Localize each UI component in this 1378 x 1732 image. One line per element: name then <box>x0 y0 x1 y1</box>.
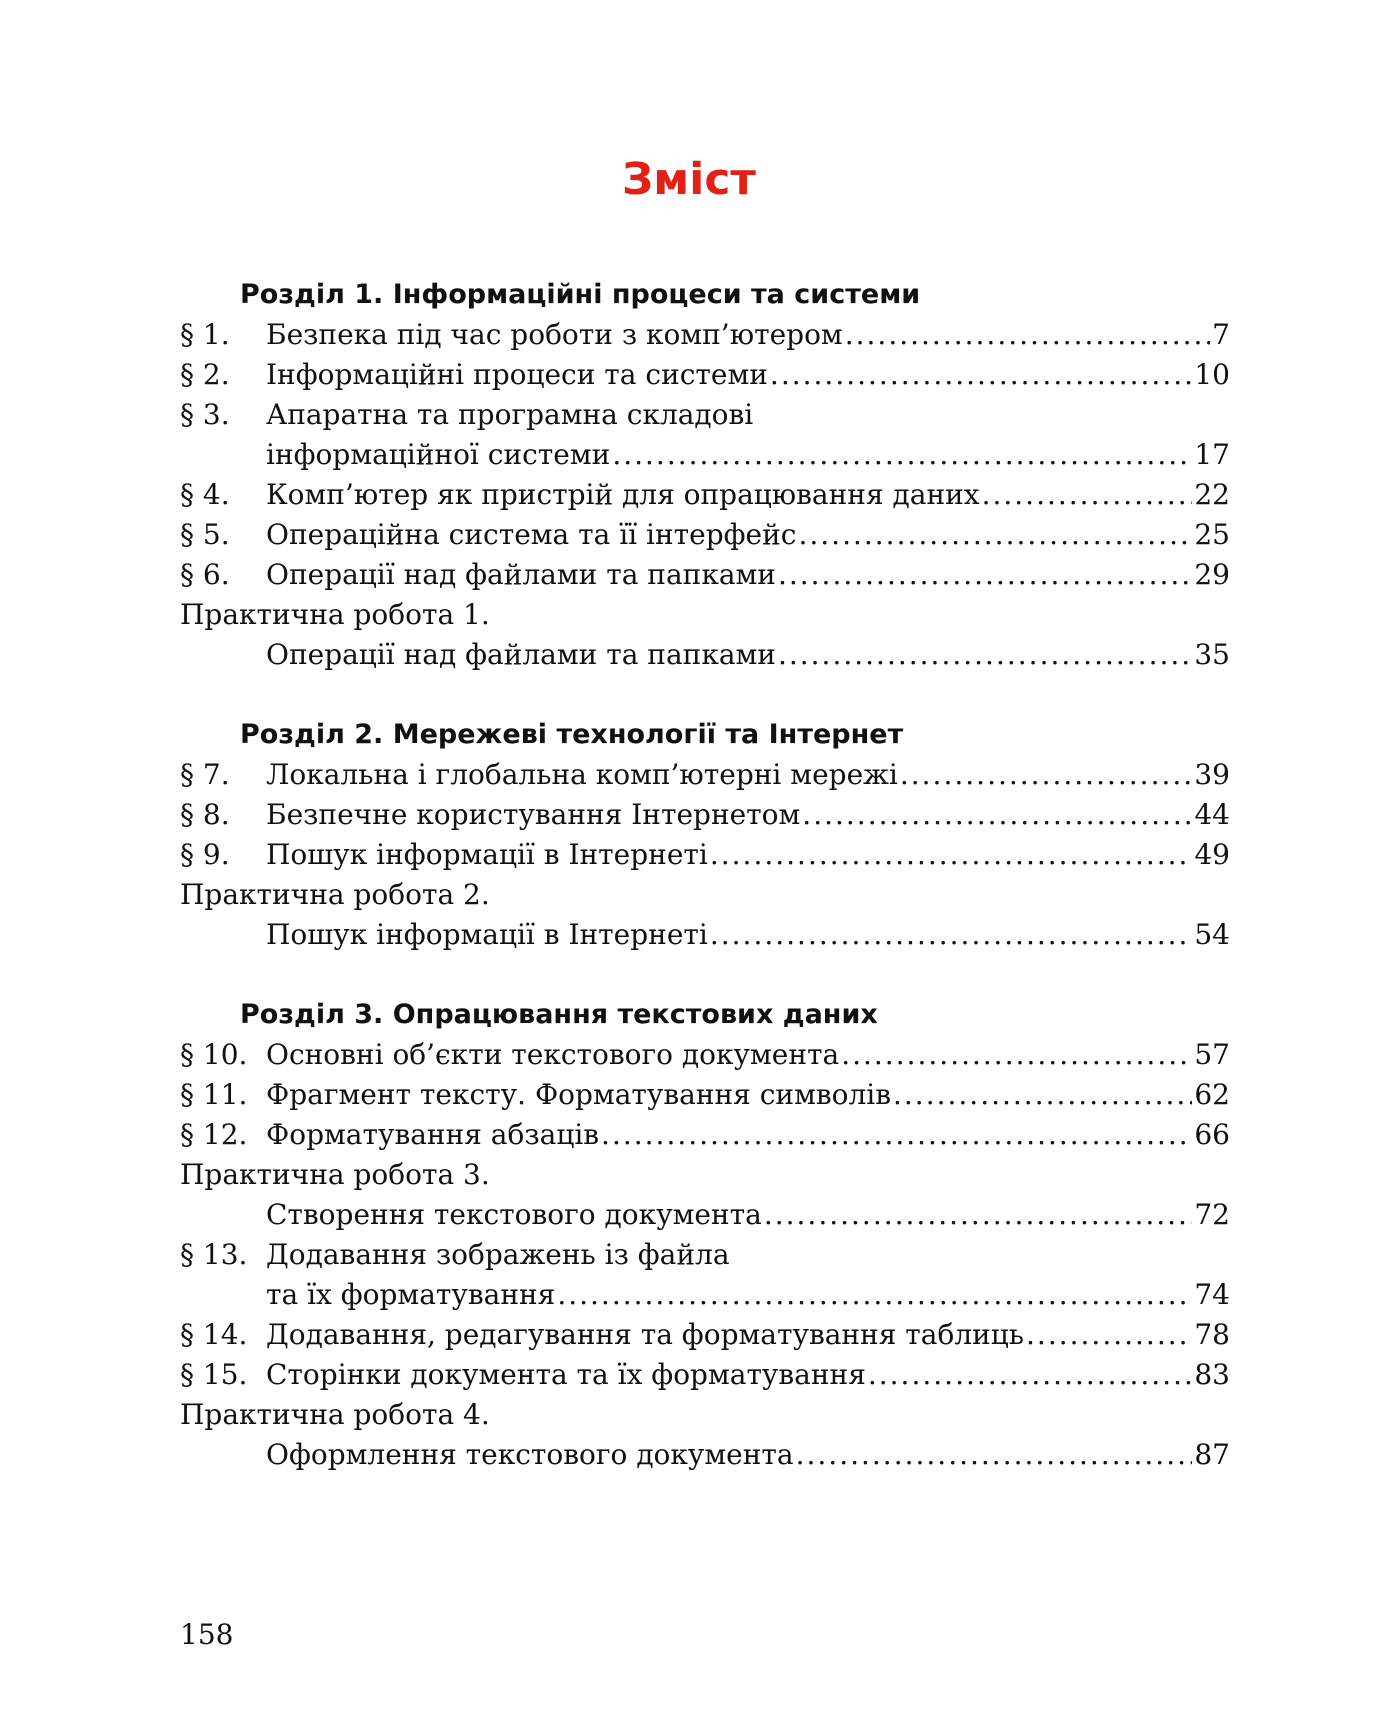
entry-page: 49 <box>1194 838 1230 871</box>
entry-number: § 9. <box>180 838 230 871</box>
entry-title: Додавання, редагування та форматування таблиць <box>266 1318 1025 1351</box>
dot-leader <box>764 1195 1193 1235</box>
entry-title-continuation: інформаційної системи <box>266 438 611 471</box>
toc-section-3 <box>180 995 1230 1475</box>
entry-page: 54 <box>1194 918 1230 951</box>
practical-work-heading <box>180 1155 1230 1195</box>
toc-entry-14[interactable] <box>180 1315 1230 1355</box>
entry-number: § 5. <box>180 518 230 551</box>
entry-page: 25 <box>1194 518 1230 551</box>
entry-title: Основні об’єкти текстового документа <box>266 1038 840 1071</box>
section-heading: Розділ 3. Опрацювання текстових даних <box>240 999 878 1030</box>
dot-leader <box>612 435 1192 475</box>
entry-title: Апаратна та програмна складові <box>266 398 754 431</box>
entry-number: § 6. <box>180 558 230 591</box>
toc-section-1 <box>180 275 1230 675</box>
practical-work-entry[interactable] <box>180 1435 1230 1475</box>
entry-title: Локальна і глобальна комп’ютерні мережі <box>266 758 898 791</box>
dot-leader <box>778 555 1192 595</box>
entry-title: Безпека під час роботи з комп’ютером <box>266 318 843 351</box>
entry-title: Операції над файлами та папками <box>266 558 776 591</box>
entry-page: 62 <box>1194 1078 1230 1111</box>
dot-leader <box>601 1115 1192 1155</box>
dot-leader <box>841 1035 1192 1075</box>
entry-title: Створення текстового документа <box>266 1198 762 1231</box>
toc-section-2 <box>180 715 1230 955</box>
entry-page: 87 <box>1194 1438 1230 1471</box>
section-heading: Розділ 2. Мережеві технології та Інтернет <box>240 719 904 750</box>
entry-page: 72 <box>1194 1198 1230 1231</box>
page-title: Зміст <box>622 154 756 205</box>
practical-work-label: Практична робота 4. <box>180 1398 490 1431</box>
toc-entry-13[interactable] <box>180 1235 1230 1275</box>
entry-number: § 10. <box>180 1038 248 1071</box>
entry-number: § 13. <box>180 1238 248 1271</box>
entry-number: § 8. <box>180 798 230 831</box>
dot-leader <box>893 1075 1192 1115</box>
section-heading: Розділ 1. Інформаційні процеси та системи <box>240 279 921 310</box>
entry-page: 17 <box>1194 438 1230 471</box>
dot-leader <box>802 795 1192 835</box>
dot-leader <box>982 475 1193 515</box>
entry-page: 35 <box>1194 638 1230 671</box>
dot-leader <box>778 635 1192 675</box>
entry-number: § 11. <box>180 1078 248 1111</box>
practical-work-entry[interactable] <box>180 1195 1230 1235</box>
practical-work-label: Практична робота 1. <box>180 598 490 631</box>
entry-page: 22 <box>1194 478 1230 511</box>
entry-title: Фрагмент тексту. Форматування символів <box>266 1078 891 1111</box>
toc-entry-4[interactable] <box>180 475 1230 515</box>
entry-title: Операційна система та її інтерфейс <box>266 518 797 551</box>
entry-page: 74 <box>1194 1278 1230 1311</box>
entry-title: Додавання зображень із файла <box>266 1238 730 1271</box>
toc-entry-2[interactable] <box>180 355 1230 395</box>
entry-page: 66 <box>1194 1118 1230 1151</box>
entry-number: § 1. <box>180 318 230 351</box>
entry-title: Оформлення текстового документа <box>266 1438 794 1471</box>
entry-page: 7 <box>1212 318 1230 351</box>
entry-number: § 2. <box>180 358 230 391</box>
entry-title: Сторінки документа та їх форматування <box>266 1358 866 1391</box>
practical-work-entry[interactable] <box>180 915 1230 955</box>
toc-entry-8[interactable] <box>180 795 1230 835</box>
practical-work-entry[interactable] <box>180 635 1230 675</box>
table-of-contents <box>180 275 1230 1475</box>
toc-entry-10[interactable] <box>180 1035 1230 1075</box>
entry-number: § 15. <box>180 1358 248 1391</box>
entry-page: 83 <box>1194 1358 1230 1391</box>
entry-number: § 14. <box>180 1318 248 1351</box>
dot-leader <box>798 515 1192 555</box>
entry-title: Безпечне користування Інтернетом <box>266 798 801 831</box>
entry-page: 78 <box>1194 1318 1230 1351</box>
practical-work-heading <box>180 875 1230 915</box>
dot-leader <box>770 355 1192 395</box>
entry-number: § 4. <box>180 478 230 511</box>
practical-work-heading <box>180 595 1230 635</box>
entry-number: § 12. <box>180 1118 248 1151</box>
dot-leader <box>710 835 1193 875</box>
dot-leader <box>796 1435 1193 1475</box>
dot-leader <box>1026 1315 1192 1355</box>
entry-page: 10 <box>1194 358 1230 391</box>
toc-entry-5[interactable] <box>180 515 1230 555</box>
entry-number: § 3. <box>180 398 230 431</box>
toc-entry-9[interactable] <box>180 835 1230 875</box>
practical-work-label: Практична робота 2. <box>180 878 490 911</box>
toc-entry-6[interactable] <box>180 555 1230 595</box>
practical-work-heading <box>180 1395 1230 1435</box>
practical-work-label: Практична робота 3. <box>180 1158 490 1191</box>
entry-title: Комп’ютер як пристрій для опрацювання даних <box>266 478 980 511</box>
dot-leader <box>557 1275 1192 1315</box>
dot-leader <box>900 755 1193 795</box>
toc-entry-3[interactable] <box>180 395 1230 435</box>
toc-entry-15[interactable] <box>180 1355 1230 1395</box>
entry-page: 29 <box>1194 558 1230 591</box>
entry-title: Форматування абзаців <box>266 1118 600 1151</box>
entry-title: Інформаційні процеси та системи <box>266 358 768 391</box>
toc-entry-11[interactable] <box>180 1075 1230 1115</box>
toc-entry-13-continuation[interactable] <box>180 1275 1230 1315</box>
entry-page: 57 <box>1194 1038 1230 1071</box>
entry-page: 44 <box>1194 798 1230 831</box>
entry-title: Пошук інформації в Інтернеті <box>266 838 708 871</box>
page-number: 158 <box>180 1618 234 1651</box>
entry-number: § 7. <box>180 758 230 791</box>
dot-leader <box>845 315 1210 355</box>
entry-page: 39 <box>1194 758 1230 791</box>
dot-leader <box>868 1355 1193 1395</box>
entry-title: Операції над файлами та папками <box>266 638 776 671</box>
toc-entry-7[interactable] <box>180 755 1230 795</box>
entry-title-continuation: та їх форматування <box>266 1278 556 1311</box>
dot-leader <box>710 915 1193 955</box>
toc-entry-3-continuation[interactable] <box>180 435 1230 475</box>
toc-entry-12[interactable] <box>180 1115 1230 1155</box>
entry-title: Пошук інформації в Інтернеті <box>266 918 708 951</box>
toc-entry-1[interactable] <box>180 315 1230 355</box>
